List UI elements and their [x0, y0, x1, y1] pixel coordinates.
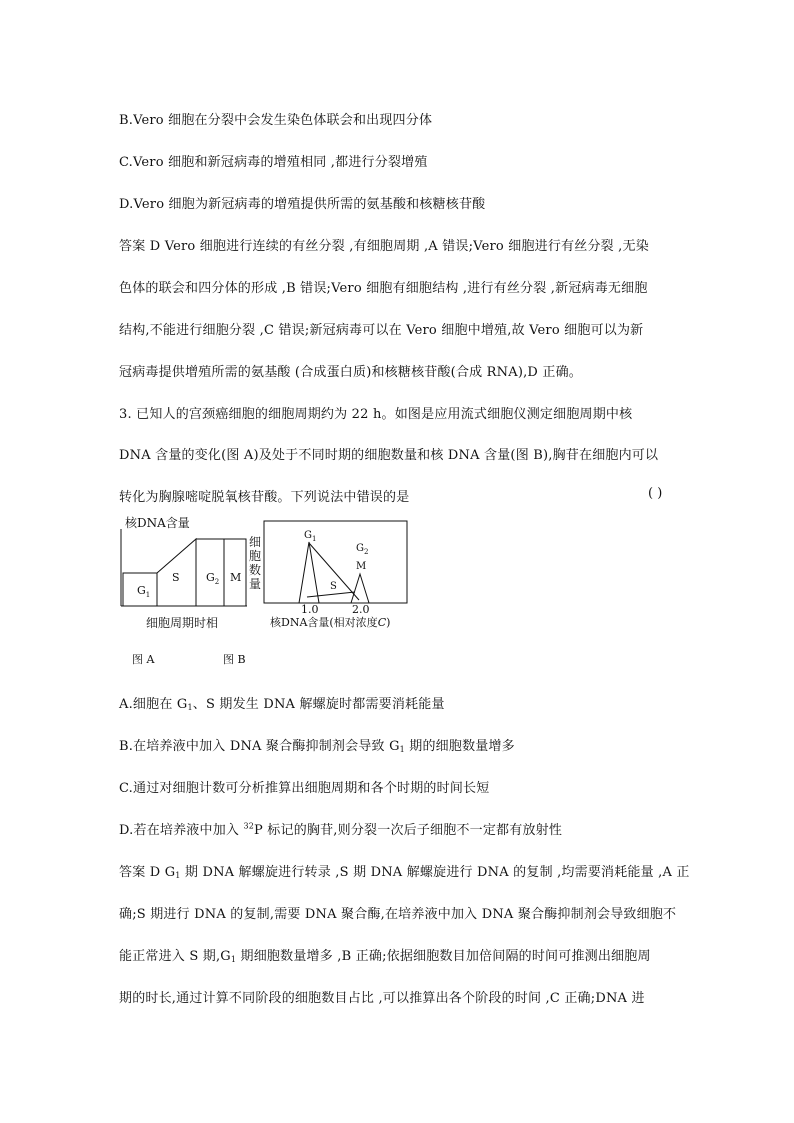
figb-ylabel-1: 细 — [249, 535, 262, 549]
figb-m: M — [356, 561, 367, 572]
question-3-line-2: DNA 含量的变化(图 A)及处于不同时期的细胞数量和核 DNA 含量(图 B),胸苷在细胞内可以 — [119, 448, 659, 463]
option-a: A.细胞在 $G_1$、S 期发生 DNA 解螺旋时都需要消耗能量 — [119, 697, 445, 712]
figa-caption: 图 A — [132, 653, 155, 666]
option-b: B.Vero 细胞在分裂中会发生染色体联会和出现四分体 — [119, 113, 433, 128]
answer-line-3: 结构,不能进行细胞分裂 ,C 错误;新冠病毒可以在 Vero 细胞中增殖,故 Vero 细胞可以为新 — [119, 323, 644, 338]
cell-cycle-figure — [119, 516, 419, 671]
figa-g2: $G_2$ — [206, 571, 220, 586]
figa-s: S — [172, 571, 180, 584]
answer-2-line-1: 答案 D $G_1$ 期 DNA 解螺旋进行转录 ,S 期 DNA 解螺旋进行 DNA 的复制 ,均需要消耗能量 ,A 正 — [119, 865, 690, 880]
figa-ylabel: 核DNA含量 — [125, 516, 190, 530]
figb-xlabel: 核DNA含量(相对浓度C) — [270, 616, 391, 629]
answer-line-1: 答案 D Vero 细胞进行连续的有丝分裂 ,有细胞周期 ,A 错误;Vero 细胞进行有丝分裂 ,无染 — [119, 239, 649, 254]
figa-xlabel: 细胞周期时相 — [146, 616, 219, 630]
figb-caption: 图 B — [223, 653, 246, 666]
option-b-2: B.在培养液中加入 DNA 聚合酶抑制剂会导致 $G_1$ 期的细胞数量增多 — [119, 739, 515, 754]
figb-ylabel-4: 量 — [249, 577, 262, 591]
answer-2-line-3: 能正常进入 S 期$,G_1$ 期细胞数量增多 ,B 正确;依据细胞数目加倍间隔的时间可推测出细胞周 — [119, 949, 651, 964]
figa-m: M — [230, 571, 242, 584]
answer-2-line-4: 期的时长,通过计算不同阶段的细胞数目占比 ,可以推算出各个阶段的时间 ,C 正确;DNA 进 — [119, 991, 645, 1006]
question-3-line-1: 3. 已知人的宫颈癌细胞的细胞周期约为 22 h。如图是应用流式细胞仪测定细胞周期中核 — [119, 407, 633, 422]
answer-line-2: 色体的联会和四分体的形成 ,B 错误;Vero 细胞有细胞结构 ,进行有丝分裂 ,新冠病毒无细胞 — [119, 281, 648, 296]
answer-line-4: 冠病毒提供增殖所需的氨基酸 (合成蛋白质)和核糖核苷酸(合成 RNA),D 正确。 — [119, 365, 582, 380]
answer-paren: ( ) — [648, 486, 663, 501]
question-3-line-3: 转化为胸腺嘧啶脱氧核苷酸。下列说法中错误的是 — [119, 490, 410, 505]
figb-ylabel-3: 数 — [249, 563, 262, 577]
figb-ylabel-2: 胞 — [249, 549, 262, 563]
figb-g2: $G_2$ — [356, 543, 369, 556]
option-d-2: D.若在培养液中加入 $^{32}$P 标记的胸苷,则分裂一次后子细胞不一定都有放射性 — [119, 821, 563, 838]
figb-tick-2: 2.0 — [352, 603, 370, 616]
figb-tick-1: 1.0 — [301, 603, 319, 616]
answer-2-line-2: 确;S 期进行 DNA 的复制,需要 DNA 聚合酶,在培养液中加入 DNA 聚合酶抑制剂会导致细胞不 — [119, 907, 677, 922]
option-d: D.Vero 细胞为新冠病毒的增殖提供所需的氨基酸和核糖核苷酸 — [119, 197, 486, 212]
option-c: C.Vero 细胞和新冠病毒的增殖相同 ,都进行分裂增殖 — [119, 155, 428, 170]
figure-b — [223, 521, 407, 666]
option-c-2: C.通过对细胞计数可分析推算出细胞周期和各个时期的时间长短 — [119, 781, 490, 796]
figure-a — [121, 516, 247, 666]
figb-g1: $G_1$ — [304, 530, 317, 543]
figb-s: S — [330, 581, 337, 592]
figa-g1: $G_1$ — [137, 584, 151, 599]
